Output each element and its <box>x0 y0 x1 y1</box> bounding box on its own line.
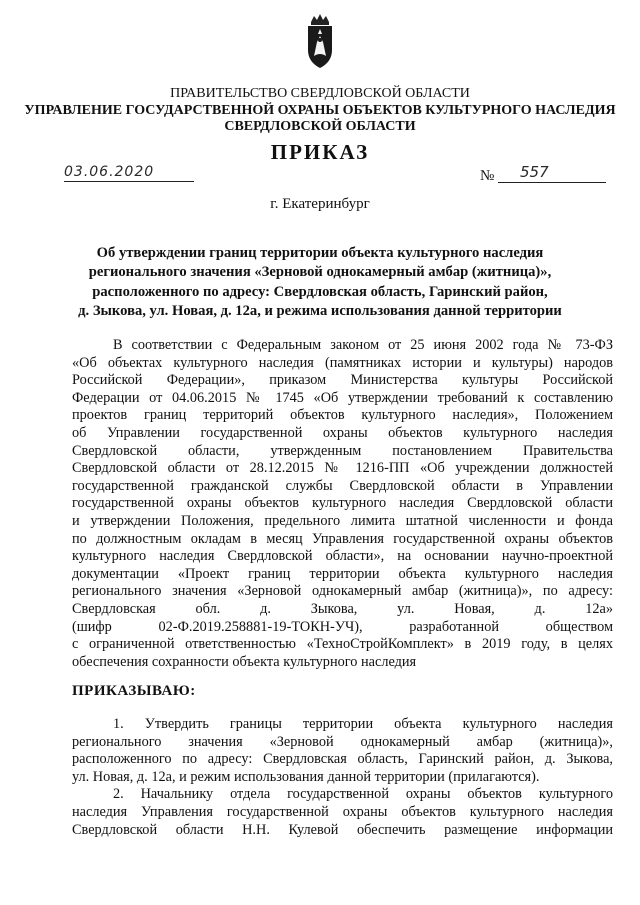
number-label: № <box>480 168 495 184</box>
item-line: ул. Новая, д. 12а, и режим использования данной территории (прилагаются). <box>72 768 540 785</box>
preamble-line: об Управлении государственной охраны объектов культурного наследия <box>72 425 613 441</box>
order-number: 557 <box>520 163 549 181</box>
date-underline <box>64 181 194 182</box>
subject-line: расположенного по адресу: Свердловская область, Гаринский район, <box>92 283 548 300</box>
orders-heading: ПРИКАЗЫВАЮ: <box>72 683 196 699</box>
preamble-line: по должностным окладам в месяц Управления государственной охраны объектов <box>72 530 613 547</box>
preamble-line: регионального значения «Зерновой однокамерный амбар (житница)», по адресу: <box>72 583 613 600</box>
preamble-line: Свердловской области, утвержденным постановлением Правительства <box>72 442 613 459</box>
preamble-line: государственной гражданской службы Свердловской области в Управлении <box>72 477 613 494</box>
item-line: Свердловской области Н.Н. Кулевой обеспечить размещение информации <box>72 821 613 838</box>
department-line: УПРАВЛЕНИЕ ГОСУДАРСТВЕННОЙ ОХРАНЫ ОБЪЕКТОВ КУЛЬТУРНОГО НАСЛЕДИЯ <box>24 103 616 118</box>
item-line: 2. Начальнику отдела государственной охраны объектов культурного <box>113 786 613 803</box>
item-line: наследия Управления государственной охраны объектов культурного наследия <box>72 804 613 820</box>
government-name: ПРАВИТЕЛЬСТВО СВЕРДЛОВСКОЙ ОБЛАСТИ <box>170 86 470 101</box>
document-type: ПРИКАЗ <box>270 140 370 164</box>
coat-of-arms <box>305 12 335 70</box>
item-line: расположенного по адресу: Свердловская область, Гаринский район, д. Зыкова, <box>72 751 613 768</box>
preamble-line: (шифр 02-Ф.2019.258881-19-ТОКН-УЧ), разработанной обществом <box>72 618 613 635</box>
preamble-line: с ограниченной ответственностью «ТехноСтройКомплект» в 2019 году, в целях <box>72 636 613 653</box>
preamble-line: обеспечения сохранности объекта культурного наследия <box>72 653 417 670</box>
preamble-line: Российской Федерации», приказом Министерства культуры Российской <box>72 372 613 389</box>
subject-line: Об утверждении границ территории объекта культурного наследия <box>96 245 544 261</box>
number-underline <box>498 182 606 183</box>
preamble-line: Свердловской области от 28.12.2015 № 1216-ПП «Об учреждении должностей <box>72 460 613 477</box>
preamble-line: Федерации от 04.06.2015 № 1745 «Об утверждении требований к составлению <box>72 389 613 406</box>
preamble-line: В соответствии с Федеральным законом от 25 июня 2002 года № 73-ФЗ <box>113 337 613 353</box>
preamble-line: и утверждении Положения, предельного лимита штатной численности и фонда <box>72 513 613 529</box>
sverdlovsk-coat-of-arms-icon <box>305 12 335 70</box>
subject-line: д. Зыкова, ул. Новая, д. 12а, и режима использования данной территории <box>78 302 562 319</box>
preamble-line: Свердловская обл. д. Зыкова, ул. Новая, д. 12а» <box>72 601 613 617</box>
item-line: регионального значения «Зерновой однокамерный амбар (житница)», <box>72 733 613 750</box>
order-subject <box>0 244 640 321</box>
city: г. Екатеринбург <box>270 196 370 212</box>
department-line: СВЕРДЛОВСКОЙ ОБЛАСТИ <box>224 119 416 134</box>
preamble-line: государственной охраны объектов культурного наследия Свердловской области <box>72 495 613 512</box>
item-line: 1. Утвердить границы территории объекта культурного наследия <box>113 716 613 732</box>
preamble-line: документации «Проект границ территории объекта культурного наследия <box>72 565 613 582</box>
order-date: 03.06.2020 <box>64 164 155 180</box>
subject-line: регионального значения «Зерновой однокамерный амбар (житница)», <box>88 264 552 281</box>
preamble-line: проектов границ территорий объектов культурного наследия», Положением <box>72 407 613 424</box>
preamble-line: культурного наследия Свердловской области», на основании научно-проектной <box>72 548 613 565</box>
preamble-line: «Об объектах культурного наследия (памятниках истории и культуры) народов <box>72 354 613 371</box>
department-name <box>0 103 640 135</box>
